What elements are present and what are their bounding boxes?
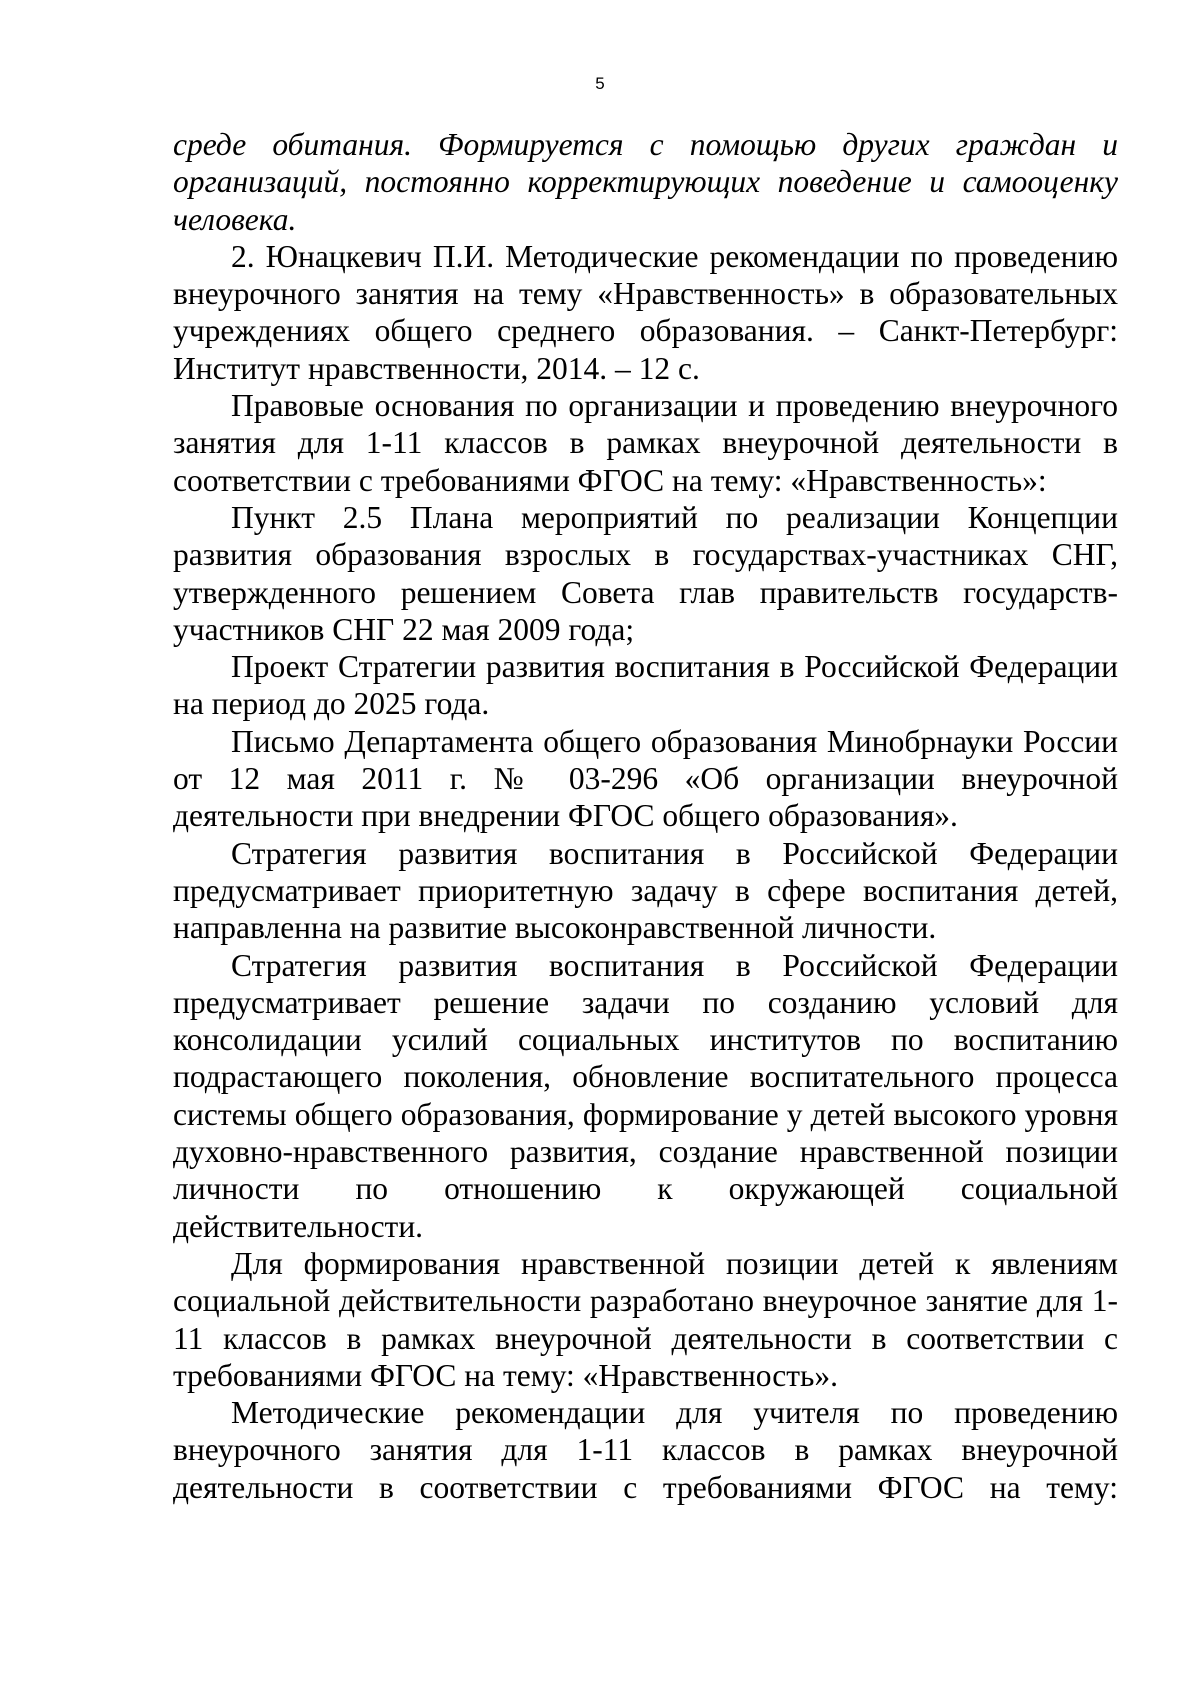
paragraph-ministry-letter: Письмо Департамента общего образования Минобрнауки России от 12 мая 2011 г. № 03-296 «Об организации внеурочной деятельности при внедрении ФГОС общего образования».	[173, 723, 1118, 834]
paragraph-legal-grounds: Правовые основания по организации и проведению внеурочного занятия для 1-11 классов в рамках внеурочной деятельности в соответствии с требованиями ФГОС на тему: «Нравственность»:	[173, 388, 1118, 498]
paragraph-strategy-tasks: Стратегия развития воспитания в Российской Федерации предусматривает решение задачи по созданию условий для консолидации усилий социальных институтов по воспитанию подрастающего поколения, обновление воспитательного процесса системы общего образования, формирование у детей высокого уровня духовно-нравственного развития, создание нравственной позиции личности по отношению к окружающей социальной действительности.	[173, 947, 1118, 1244]
paragraph-reference-yunatskevich: 2. Юнацкевич П.И. Методические рекомендации по проведению внеурочного занятия на тему «Нравственность» в образовательных учреждениях общего среднего образования. – Санкт-Петербург: Институт нравственности, 2014. – 12 с.	[173, 238, 1118, 386]
page-number: 5	[595, 74, 605, 93]
paragraph-plan-item-2-5: Пункт 2.5 Плана мероприятий по реализации Концепции развития образования взрослых в государствах-участниках СНГ, утвержденного решением Совета глав правительств государств-участников СНГ 22 мая 2009 года;	[173, 499, 1118, 647]
paragraph-methodical-recommendations: Методические рекомендации для учителя по проведению внеурочного занятия для 1-11 классов в рамках внеурочной деятельности в соответствии с требованиями ФГОС на тему:	[173, 1395, 1118, 1505]
document-body	[173, 126, 1118, 1506]
paragraph-strategy-project: Проект Стратегии развития воспитания в Российской Федерации на период до 2025 года.	[173, 649, 1118, 722]
paragraph-habitat-continuation: среде обитания. Формируется с помощью других граждан и организаций, постоянно корректирующих поведение и самооценку человека.	[173, 127, 1118, 237]
paragraph-strategy-priority: Стратегия развития воспитания в Российской Федерации предусматривает приоритетную задачу в сфере воспитания детей, направленна на развитие высоконравственной личности.	[173, 835, 1118, 946]
paragraph-lesson-developed: Для формирования нравственной позиции детей к явлениям социальной действительности разработано внеурочное занятие для 1-11 классов в рамках внеурочной деятельности в соответствии с требованиями ФГОС на тему: «Нравственность».	[173, 1245, 1118, 1393]
